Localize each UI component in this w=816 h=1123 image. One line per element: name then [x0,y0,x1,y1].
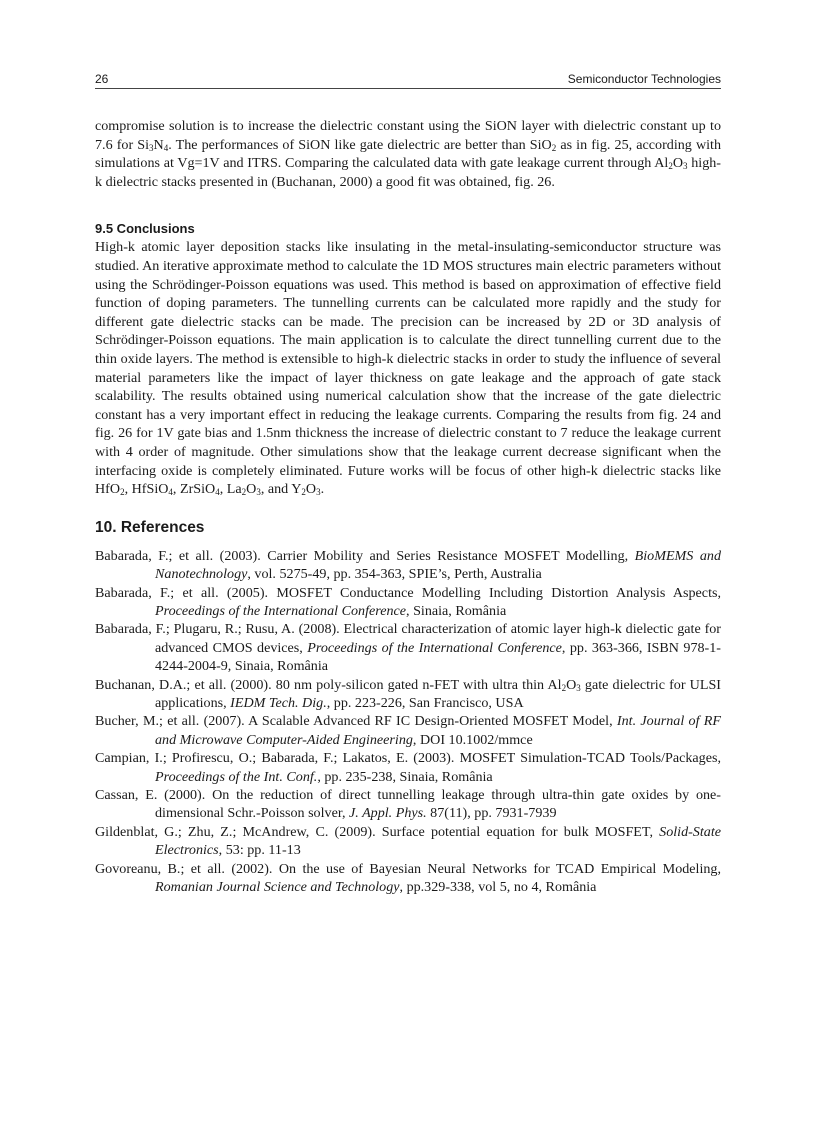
reference-item: Campian, I.; Profirescu, O.; Babarada, F.; Lakatos, E. (2003). MOSFET Simulation-TCAD Tools/Packages, Proceedings of the Int. Conf., pp. 235-238, Sinaia, România [95,750,721,785]
page-body [95,117,721,896]
reference-item: Gildenblat, G.; Zhu, Z.; McAndrew, C. (2009). Surface potential equation for bulk MOSFET, Solid-State Electronics, 53: pp. 11-13 [95,823,721,859]
running-title: Semiconductor Technologies [567,72,721,86]
reference-list [95,547,721,897]
reference-item: Babarada, F.; et all. (2003). Carrier Mobility and Series Resistance MOSFET Modelling, BioMEMS and Nanotechnology, vol. 5275-49, pp. 354-363, SPIE’s, Perth, Australia [95,547,721,583]
page-number: 26 [95,72,109,86]
intro-paragraph: compromise solution is to increase the dielectric constant using the SiON layer with dielectric constant up to 7.6 for $Si_3N_4$. The performances of SiON like gate dielectric are better than SiO$_2$ as in fig. 25, according with simulations at Vg=1V and ITRS. Comparing the calculated data with gate leakage current through $Al_2O_3$ high-k dielectric stacks presented in (Buchanan, 2000) a good fit was obtained, fig. 26. [95,118,721,190]
references-heading: 10. References [95,518,205,536]
reference-item: Babarada, F.; et all. (2005). MOSFET Conductance Modelling Including Distortion Analysis Aspects, Proceedings of the International Conference, Sinaia, România [95,584,721,619]
reference-item: Buchanan, D.A.; et all. (2000). 80 nm poly-silicon gated n-FET with ultra thin $Al_2O_3$ gate dielectric for ULSI applications, IEDM Tech. Dig., pp. 223-226, San Francisco, USA [95,676,721,711]
reference-item: Govoreanu, B.; et all. (2002). On the use of Bayesian Neural Networks for TCAD Empirical Modeling, Romanian Journal Science and Technology, pp.329-338, vol 5, no 4, România [95,860,721,895]
reference-item: Babarada, F.; Plugaru, R.; Rusu, A. (2008). Electrical characterization of atomic layer high-k dielectic gate for advanced CMOS devices, Proceedings of the International Conference, pp. 363-366, ISBN 978-1-4244-2004-9, Sinaia, România [95,621,721,675]
conclusions-paragraph: High-k atomic layer deposition stacks like insulating in the metal-insulating-semiconductor structure was studied. An iterative approximate method to calculate the 1D MOS structures main electric parameters without using the Schrödinger-Poisson equations was used. This method is based on approximation of effective field function of doping parameters. The tunnelling currents can be calculated more rapidly and the study for different gate dielectric stacks can be made. The precision can be increased by 2D or 3D analysis of Schrödinger-Poisson equations. The main application is to calculate the direct tunnelling current due to the thin oxide layers. The method is extensible to high-k dielectric stacks in order to study the influence of several material parameters like the impact of layer thickness on gate leakage and the approach of gate stack scalability. The results obtained using numerical calculation show that the increase of the gate dielectric constant has a very important effect in reducing the leakage currents. Comparing the results from fig. 24 and fig. 26 for 1V gate bias and 1.5nm thickness the increase of dielectric constant to 7 reduce the leakage current with 4 order of magnitude. Other simulations show that the leakage current decrease significant when the interfacing oxide is completely eliminated. Future works will be focus of other high-k dielectric stacks like HfO$_2$, HfSiO$_4$, ZrSiO$_4$, $La_2O_3$, and $Y_2O_3$. [95,239,721,498]
reference-item: Cassan, E. (2000). On the reduction of direct tunnelling leakage through ultra-thin gate oxides by one-dimensional Schr.-Poisson solver, J. Appl. Phys. 87(11), pp. 7931-7939 [95,786,721,822]
reference-item: Bucher, M.; et all. (2007). A Scalable Advanced RF IC Design-Oriented MOSFET Model, Int. Journal of RF and Microwave Computer-Aided Engineering, DOI 10.1002/mmce [95,713,721,748]
conclusions-heading: 9.5 Conclusions [95,221,195,237]
page-header [95,70,721,89]
